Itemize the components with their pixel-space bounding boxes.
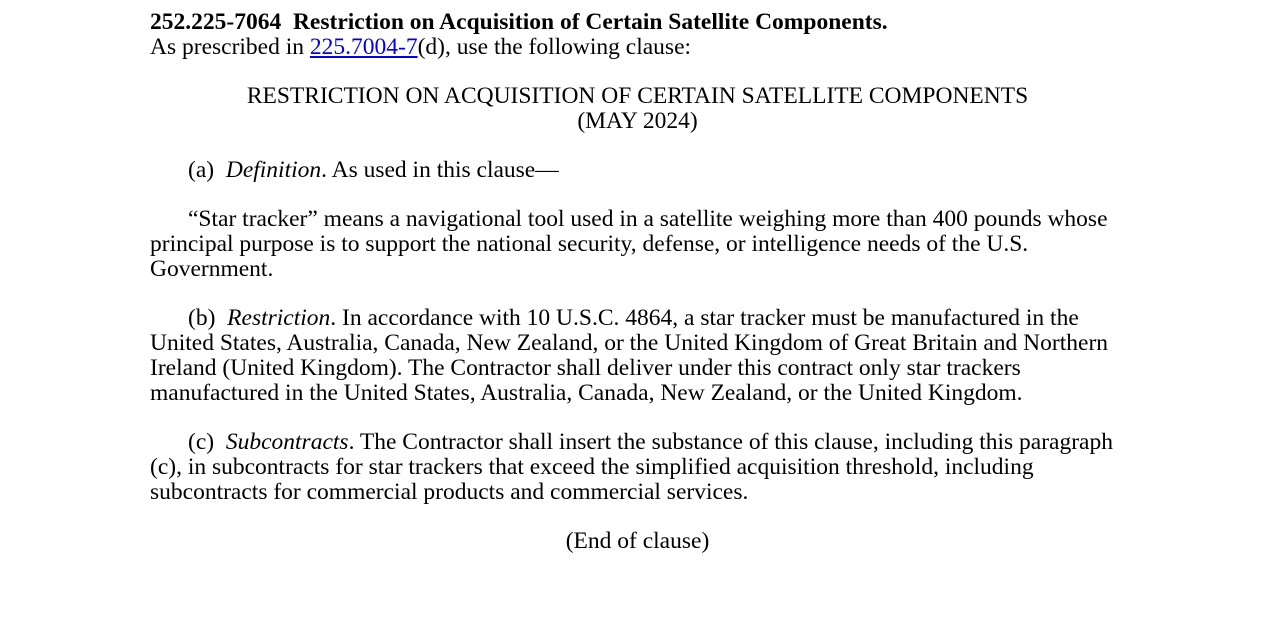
paragraph-text: “Star tracker” means a navigational tool used in a satellite weighing more than 400 pounds whose principal purpose is to support the national security, defense, or intelligence needs of the U.S. Government. bbox=[150, 206, 1108, 282]
prescription-line bbox=[150, 35, 1125, 60]
paragraph-c bbox=[150, 430, 1125, 505]
paragraph-text: . The Contractor shall insert the substance of this clause, including this paragraph (c), in subcontracts for star trackers that exceed the simplified acquisition threshold, including subcontracts for commercial products and commercial services. bbox=[150, 429, 1113, 505]
paragraph-title: Definition bbox=[225, 157, 322, 183]
paragraph-label: (b) bbox=[188, 305, 216, 331]
prescription-link[interactable]: 225.7004-7 bbox=[309, 34, 418, 60]
paragraph-title: Subcontracts bbox=[225, 429, 349, 455]
section-number: 252.225-7064 bbox=[150, 9, 282, 35]
section-heading bbox=[150, 10, 1125, 35]
paragraph-text: . As used in this clause— bbox=[321, 157, 559, 183]
document-page bbox=[150, 10, 1125, 554]
section-title: Restriction on Acquisition of Certain Satellite Components. bbox=[292, 9, 888, 35]
clause-title: RESTRICTION ON ACQUISITION OF CERTAIN SATELLITE COMPONENTS bbox=[246, 83, 1029, 109]
end-of-clause: (End of clause) bbox=[565, 528, 710, 554]
paragraph-text: . In accordance with 10 U.S.C. 4864, a star tracker must be manufactured in the United States, Australia, Canada, New Zealand, or the United Kingdom of Great Britain and Northern Ireland (United Kingdom). The Contractor shall deliver under this contract only star trackers manufactured in the United States, Australia, Canada, New Zealand, or the United Kingdom. bbox=[150, 305, 1109, 406]
paragraph-a bbox=[150, 158, 1125, 183]
clause-date: (MAY 2024) bbox=[577, 108, 698, 134]
paragraph-label: (a) bbox=[188, 157, 215, 183]
prescribed-prefix: As prescribed in bbox=[150, 34, 310, 60]
paragraph-title: Restriction bbox=[227, 305, 331, 331]
paragraph-b bbox=[150, 306, 1125, 406]
paragraph-label: (c) bbox=[188, 429, 215, 455]
paragraph-definition bbox=[150, 207, 1125, 282]
prescribed-suffix: (d), use the following clause: bbox=[417, 34, 692, 60]
